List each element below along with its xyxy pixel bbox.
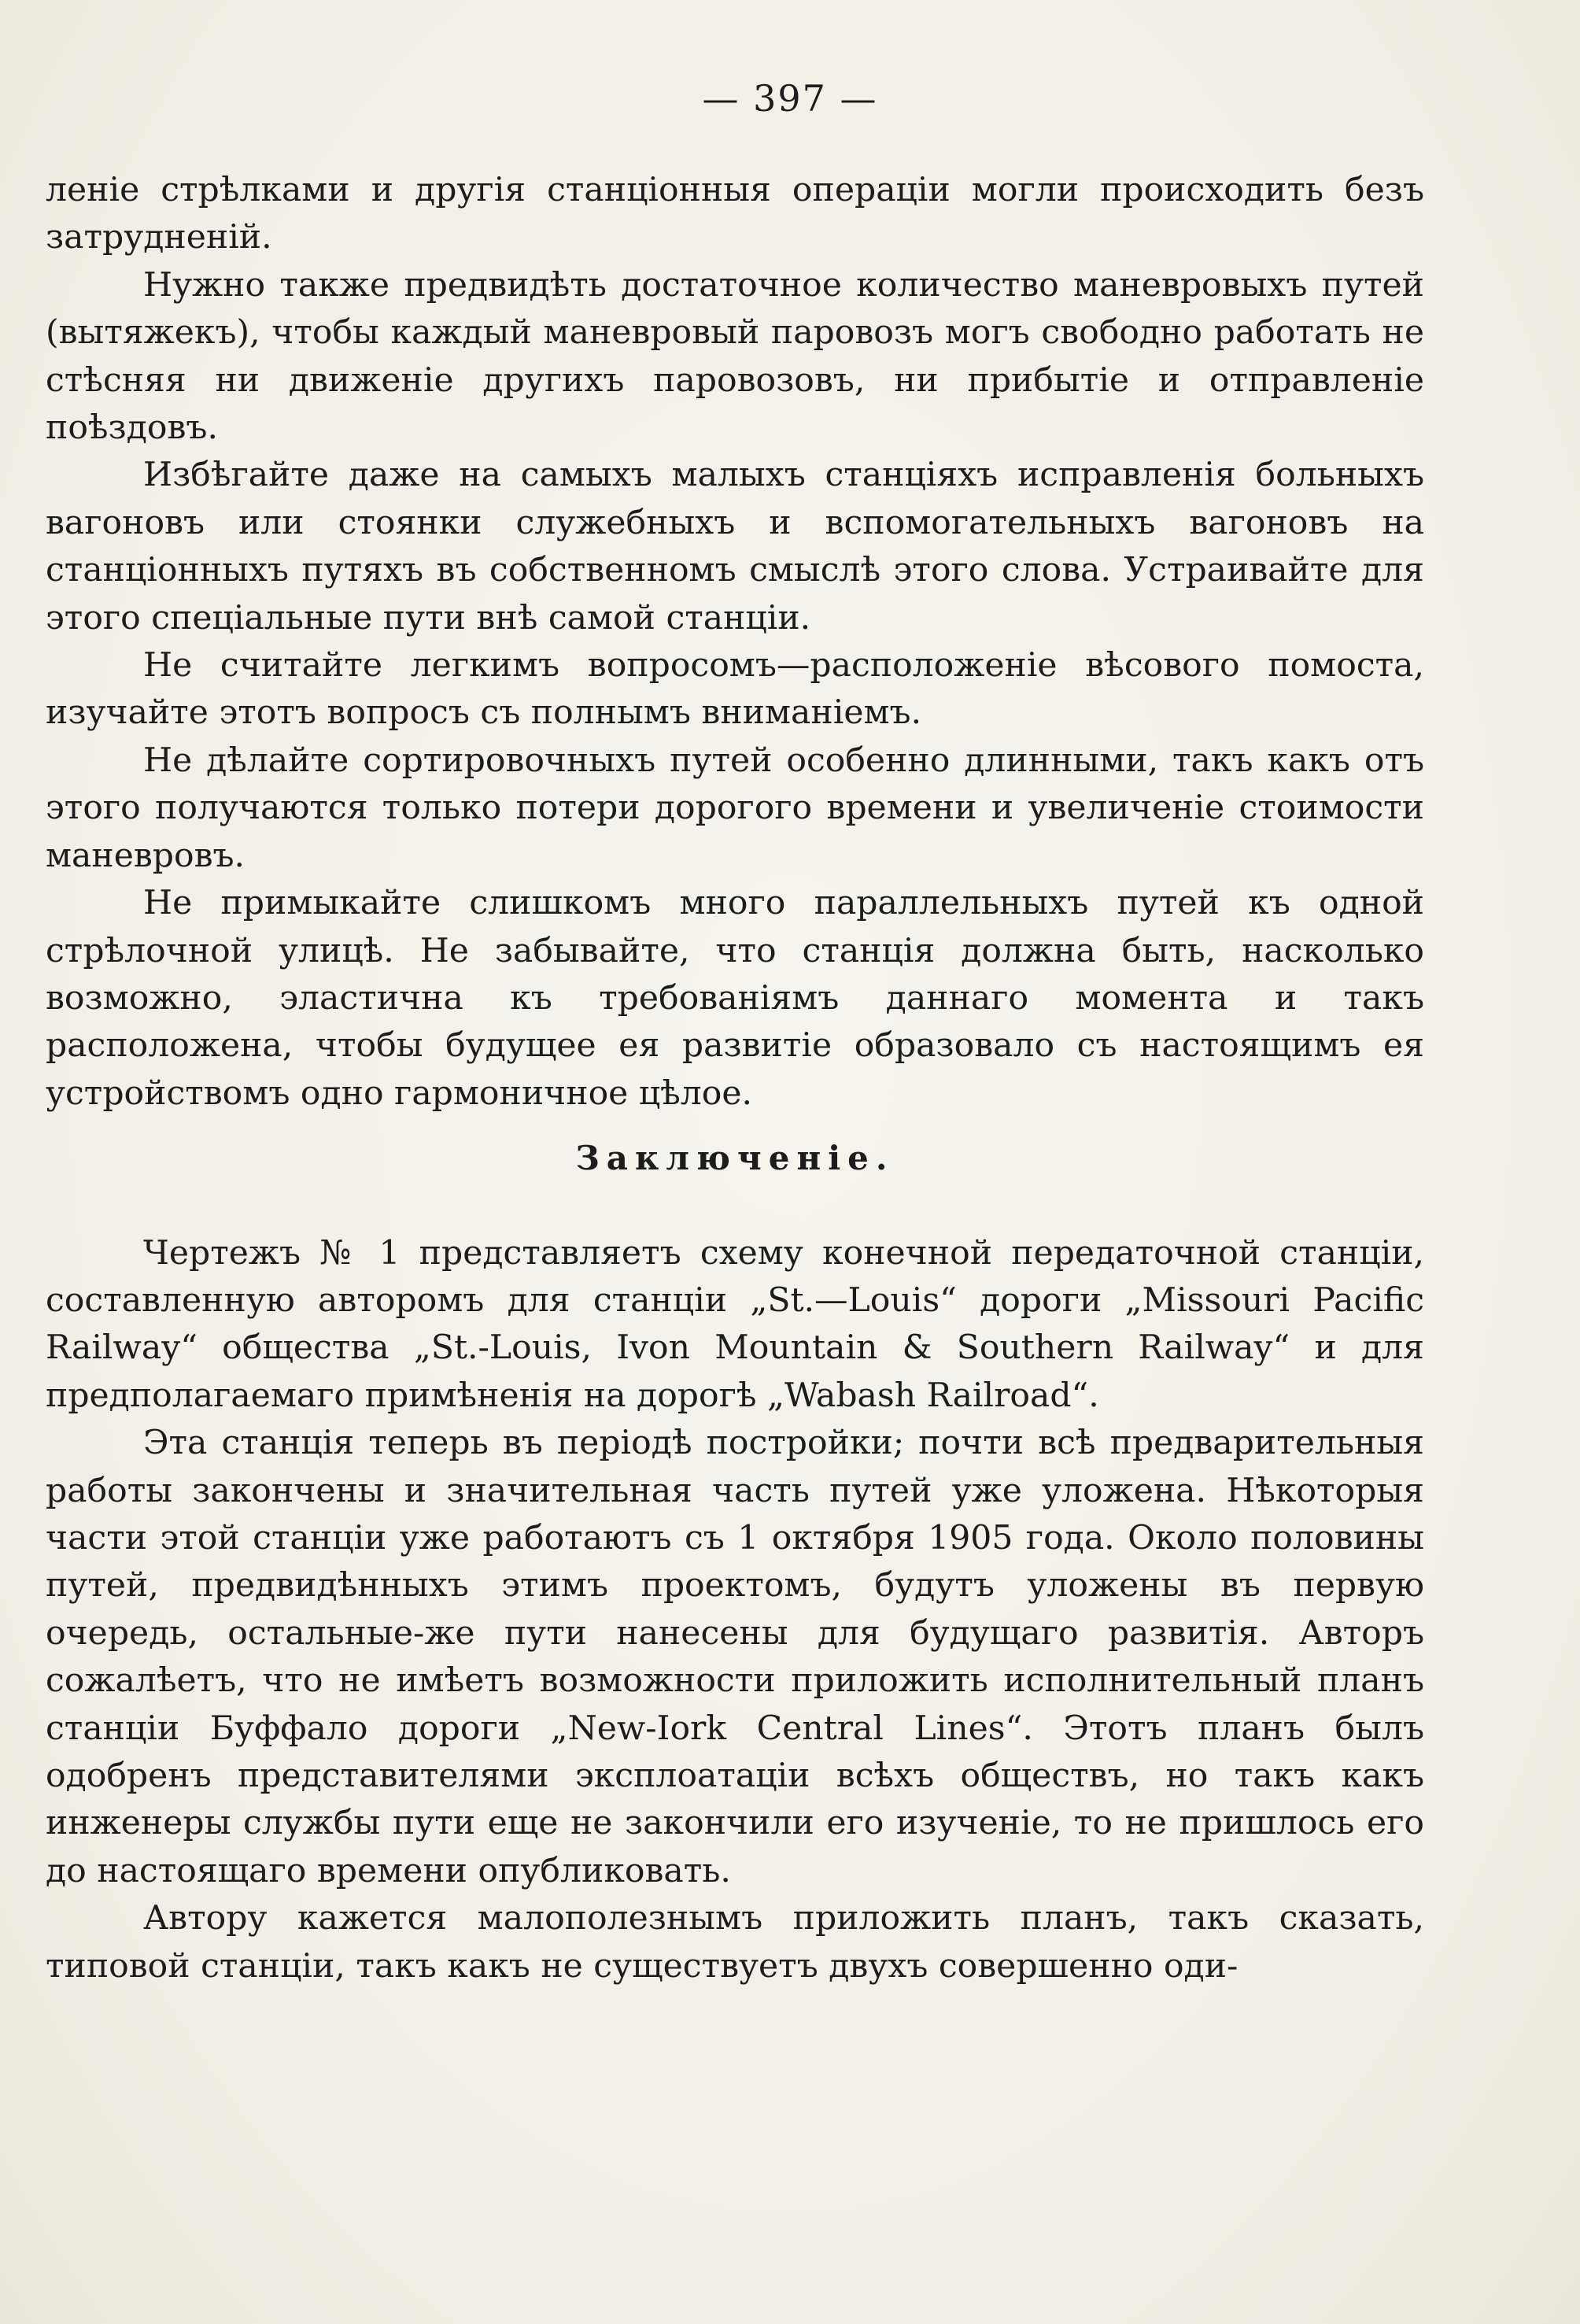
paragraph-drawing-1: Чертежъ № 1 представляетъ схему конечной передаточной станціи, составленную авторомъ для станціи „St.—Louis“ дороги „Missouri Pacific Railway“ общества „St.-Louis, Ivon Mountain & Southern Railway“ и для предполагаемаго примѣненія на дорогѣ „Wabash Railroad“. <box>46 1233 1424 1415</box>
paragraph-shunting-tracks: Нужно также предвидѣть достаточное количество маневровыхъ путей (вытяжекъ), чтобы каждый маневровый паровозъ могъ свободно работать не стѣсняя ни движеніе другихъ паровозовъ, ни прибытіе и отправленіе поѣздовъ. <box>46 265 1424 448</box>
paragraph-continuation: леніе стрѣлками и другія станціонныя операціи могли происходить безъ затрудненій. <box>46 171 1424 257</box>
paragraph-construction: Эта станція теперь въ періодѣ постройки; почти всѣ предварительныя работы закончены и значительная часть путей уже уложена. Нѣкоторыя части этой станціи уже работаютъ съ 1 октября 1905 года. Около половины путей, предвидѣнныхъ этимъ проектомъ, будутъ уложены въ первую очередь, остальные-же пути нанесены для будущаго развитія. Авторъ сожалѣетъ, что не имѣетъ возможности приложить исполнительный планъ станціи Буффало дороги „New-Iork Central Lines“. Этотъ планъ былъ одобренъ представителями эксплоатаціи всѣхъ обществъ, но такъ какъ инженеры службы пути еще не закончили его изученіе, то не пришлось его до настоящаго времени опубликовать. <box>46 1424 1424 1890</box>
page-body <box>46 167 1424 1990</box>
page-number: — 397 — <box>702 77 878 120</box>
paragraph-weighbridge: Не считайте легкимъ вопросомъ—расположеніе вѣсового помоста, изучайте этотъ вопросъ съ полнымъ вниманіемъ. <box>46 646 1424 733</box>
paragraph-parallel-tracks: Не примыкайте слишкомъ много параллельныхъ путей къ одной стрѣлочной улицѣ. Не забывайте, что станція должна быть, насколько возможно, эластична къ требованіямъ даннаго момента и такъ расположена, чтобы будущее ея развитіе образовало съ настоящимъ ея устройствомъ одно гармоничное цѣлое. <box>46 884 1424 1113</box>
section-heading: Заключеніе. <box>575 1139 895 1178</box>
paragraph-typical-station: Автору кажется малополезнымъ приложить планъ, такъ сказать, типовой станціи, такъ какъ не существуетъ двухъ совершенно оди- <box>46 1899 1424 1986</box>
paragraph-avoid-repairs: Избѣгайте даже на самыхъ малыхъ станціяхъ исправленія больныхъ вагоновъ или стоянки служебныхъ и вспомогательныхъ вагоновъ на станціонныхъ путяхъ въ собственномъ смыслѣ этого слова. Устраивайте для этого спеціальные пути внѣ самой станціи. <box>46 456 1424 637</box>
paragraph-sorting-tracks: Не дѣлайте сортировочныхъ путей особенно длинными, такъ какъ отъ этого получаются только потери дорогого времени и увеличеніе стоимости маневровъ. <box>46 741 1424 875</box>
